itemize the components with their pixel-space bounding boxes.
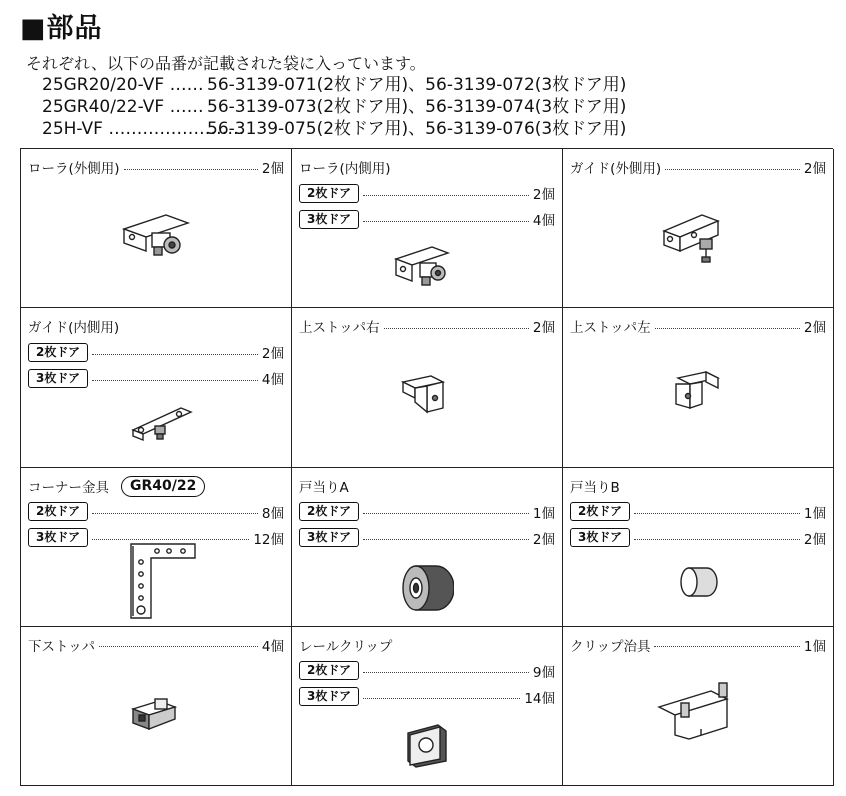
part-name: コーナー金具 [28, 480, 109, 496]
model-number: 25GR20/20-VF …… [42, 75, 204, 95]
door-type-tag: 3枚ドア [28, 528, 88, 547]
part-cell-roller-outer [21, 149, 292, 308]
part-name: レールクリップ [299, 638, 393, 655]
part-qty: 14個 [524, 690, 555, 707]
part-name: 上ストッパ左 [570, 320, 651, 337]
part-qty: 2個 [532, 531, 555, 548]
part-name: 戸当りB [570, 479, 620, 496]
part-qty: 4個 [261, 372, 284, 389]
part-cell-upper-stopper-right [292, 308, 563, 467]
door-stop-b-illustration [679, 562, 721, 602]
part-qty: 2個 [532, 320, 555, 337]
lower-stopper-illustration [127, 689, 183, 735]
part-cell-door-stop-b [563, 468, 834, 627]
upper-stopper-right-illustration [397, 368, 453, 416]
code-row [42, 118, 626, 140]
part-cell-corner-bracket [21, 468, 292, 627]
bag-part-numbers: 56-3139-075(2枚ドア用)、56-3139-076(3枚ドア用) [207, 119, 627, 139]
upper-stopper-left-illustration [668, 364, 724, 412]
part-name: ガイド(内側用) [28, 320, 120, 337]
door-type-tag: 2枚ドア [299, 502, 359, 521]
door-type-tag: 2枚ドア [299, 184, 359, 203]
door-type-tag: 3枚ドア [299, 528, 359, 547]
part-qty: 2個 [261, 346, 284, 363]
part-cell-rail-clip [292, 627, 563, 786]
part-qty: 2個 [803, 161, 826, 177]
code-row [42, 96, 626, 118]
part-qty: 4個 [532, 213, 555, 229]
clip-jig-illustration [653, 677, 743, 747]
page-title: ■部品 [20, 13, 103, 44]
part-cell-guide-outer [563, 149, 834, 308]
intro-text: それぞれ、以下の品番が記載された袋に入っています。 [26, 54, 426, 73]
door-type-tag: 2枚ドア [28, 502, 88, 521]
part-name: クリップ治具 [570, 638, 651, 655]
part-name: ローラ(外側用) [28, 161, 120, 177]
part-qty: 12個 [253, 531, 284, 548]
part-name: 戸当りA [299, 479, 349, 496]
parts-table [20, 148, 833, 786]
part-qty: 1個 [532, 505, 555, 522]
guide-outer-illustration [658, 205, 738, 271]
bag-part-numbers: 56-3139-071(2枚ドア用)、56-3139-072(3枚ドア用) [207, 75, 627, 95]
part-cell-upper-stopper-left [563, 308, 834, 467]
model-number: 25H-VF …………………… [42, 119, 245, 139]
part-cell-lower-stopper [21, 627, 292, 786]
part-qty: 1個 [803, 505, 826, 522]
part-cell-clip-jig [563, 627, 834, 786]
part-qty: 2個 [803, 320, 826, 337]
door-type-tag: 2枚ドア [299, 661, 359, 680]
part-cell-roller-inner [292, 149, 563, 308]
part-qty: 1個 [803, 638, 826, 655]
door-stop-a-illustration [402, 560, 454, 614]
part-cell-door-stop-a [292, 468, 563, 627]
part-name: 上ストッパ右 [299, 320, 380, 337]
part-qty: 2個 [532, 187, 555, 203]
guide-inner-illustration [129, 400, 199, 448]
part-name: 下ストッパ [28, 638, 96, 655]
model-badge: GR40/22 [121, 476, 205, 497]
door-type-tag: 3枚ドア [299, 210, 359, 229]
part-name: ガイド(外側用) [570, 161, 662, 177]
door-type-tag: 2枚ドア [28, 343, 88, 362]
door-type-tag: 3枚ドア [570, 528, 630, 547]
bag-part-numbers: 56-3139-073(2枚ドア用)、56-3139-074(3枚ドア用) [207, 97, 627, 117]
rail-clip-illustration [402, 721, 454, 771]
part-name: ローラ(内側用) [299, 161, 391, 177]
code-row [42, 74, 626, 96]
part-qty: 9個 [532, 664, 555, 681]
roller-outer-illustration [116, 207, 196, 267]
roller-inner-illustration [392, 237, 462, 293]
door-type-tag: 2枚ドア [570, 502, 630, 521]
part-qty: 4個 [261, 638, 284, 655]
part-qty: 2個 [803, 531, 826, 548]
product-code-list [42, 74, 626, 140]
part-qty: 2個 [261, 161, 284, 177]
part-cell-guide-inner [21, 308, 292, 467]
part-qty: 8個 [261, 505, 284, 522]
door-type-tag: 3枚ドア [299, 687, 359, 706]
door-type-tag: 3枚ドア [28, 369, 88, 388]
model-number: 25GR40/22-VF …… [42, 97, 204, 117]
corner-bracket-illustration [121, 540, 201, 624]
